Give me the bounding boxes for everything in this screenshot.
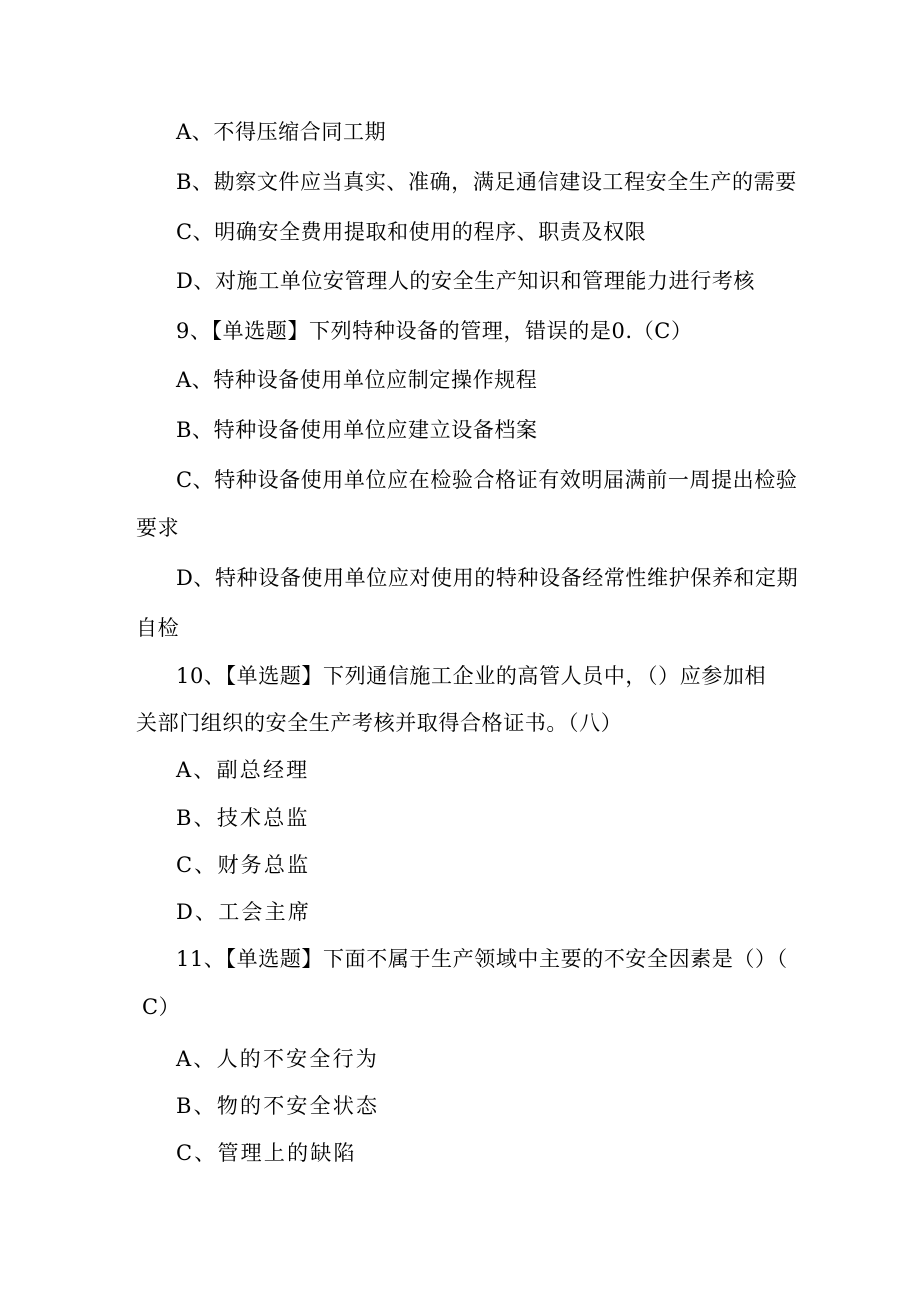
option-line: B、勘察文件应当真实、准确，满足通信建设工程安全生产的需要	[176, 170, 797, 194]
option-line: A、人的不安全行为	[176, 1047, 379, 1071]
continuation-line: 自检	[136, 616, 180, 640]
option-line: D、工会主席	[176, 900, 312, 924]
option-line: D、对施工单位安管理人的安全生产知识和管理能力进行考核	[176, 269, 756, 293]
option-line: A、副总经理	[176, 758, 310, 782]
option-line: B、技术总监	[176, 806, 310, 830]
option-line: C、特种设备使用单位应在检验合格证有效明届满前一周提出检验	[176, 468, 798, 492]
option-line: C、管理上的缺陷	[176, 1141, 357, 1165]
option-line: C、明确安全费用提取和使用的程序、职责及权限	[176, 220, 647, 244]
continuation-line: 要求	[136, 516, 180, 540]
continuation-line: C）	[142, 995, 181, 1019]
question-line: 9、【单选题】下列特种设备的管理，错误的是0.（C）	[176, 319, 693, 343]
option-line: C、财务总监	[176, 853, 311, 877]
option-line: A、不得压缩合同工期	[176, 120, 387, 144]
question-line: 10、【单选题】下列通信施工企业的高管人员中，（）应参加相	[176, 664, 767, 688]
option-line: D、特种设备使用单位应对使用的特种设备经常性维护保养和定期	[176, 566, 799, 590]
question-line: 11、【单选题】下面不属于生产领域中主要的不安全因素是（）（	[176, 947, 788, 971]
option-line: B、特种设备使用单位应建立设备档案	[176, 418, 538, 442]
option-line: B、物的不安全状态	[176, 1094, 380, 1118]
continuation-line: 关部门组织的安全生产考核并取得合格证书。（八）	[136, 711, 623, 735]
option-line: A、特种设备使用单位应制定操作规程	[176, 368, 538, 392]
